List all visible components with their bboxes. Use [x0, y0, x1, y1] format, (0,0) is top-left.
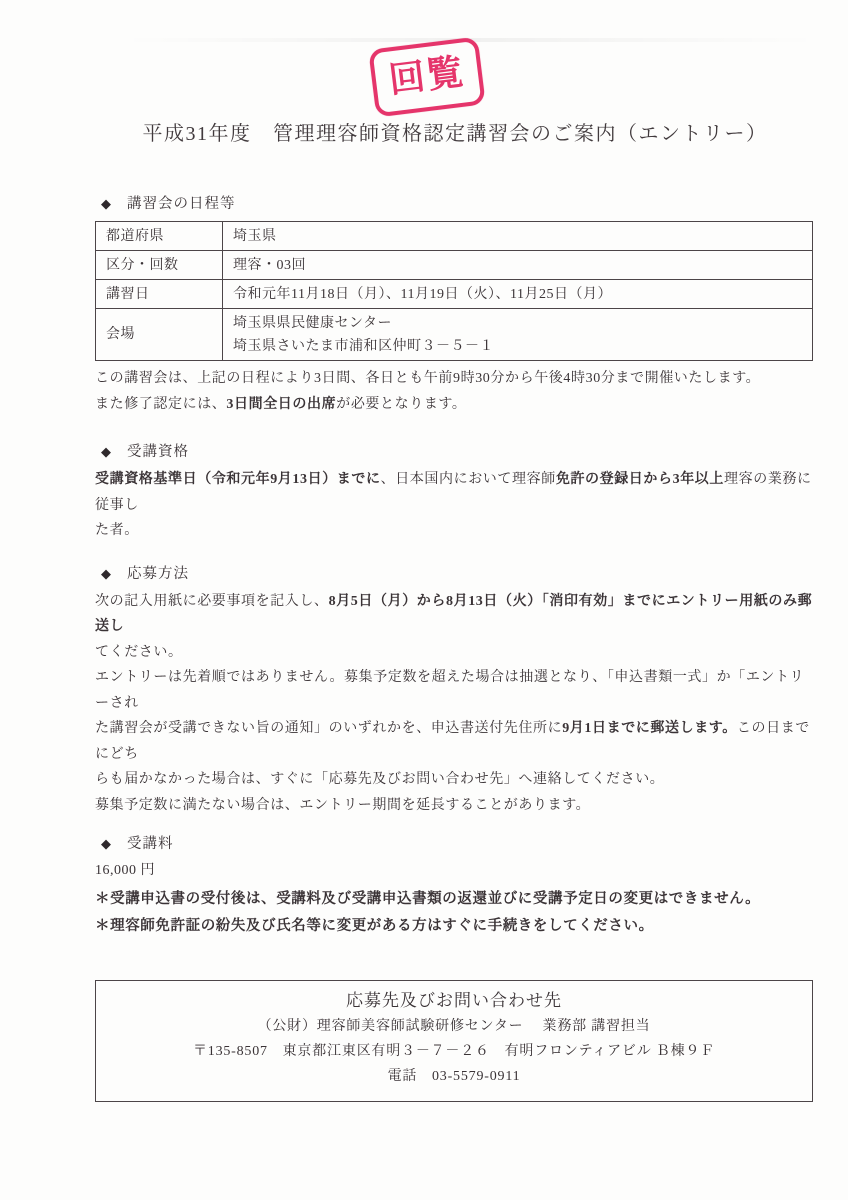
note-line — [95, 886, 815, 913]
body-text: この日までにどち — [95, 721, 810, 762]
emphasized-text: 免許の登録日から3年以上 — [555, 472, 725, 487]
section-heading-application — [95, 564, 815, 584]
emphasized-text: 9月1日までに郵送します。 — [562, 721, 737, 736]
diamond-icon: ◆ — [101, 565, 112, 581]
diamond-icon: ◆ — [101, 444, 112, 459]
emphasized-text: 8月5日（月）から8月13日（火）「消印有効」までにエントリー用紙のみ郵送し — [95, 593, 813, 634]
schedule-table — [95, 221, 813, 361]
body-text: 理容の業務に従事し — [95, 472, 812, 513]
body-text: 募集予定数に満たない場合は、エントリー期間を延長することがあります。 — [95, 797, 591, 813]
application-text — [95, 589, 815, 819]
note-line — [95, 640, 815, 666]
note-line — [95, 518, 815, 544]
section-heading-label: 応募方法 — [127, 565, 189, 582]
row-value-line: 令和元年11月18日（月）、11月19日（火）、11月25日（月） — [233, 287, 612, 302]
table-row — [96, 222, 813, 251]
contact-line: 電話 03-5579-0911 — [387, 1069, 521, 1084]
eligibility-text — [95, 467, 815, 544]
circulation-stamp — [368, 37, 485, 118]
row-value-line: 埼玉県 — [233, 229, 277, 244]
table-row — [96, 251, 813, 280]
note-line — [95, 665, 815, 716]
row-label: 区分・回数 — [96, 251, 223, 280]
row-value — [223, 222, 813, 251]
section-heading-schedule — [95, 194, 815, 214]
page-title: 平成31年度 管理理容師資格認定講習会のご案内（エントリー） — [142, 123, 768, 145]
body-text: らも届かなかった場合は、すぐに「応募先及びお問い合わせ先」へ連絡してください。 — [95, 772, 665, 787]
diamond-icon: ◆ — [101, 836, 112, 851]
contact-title: 応募先及びお問い合わせ先 — [346, 991, 562, 1010]
schedule-notes — [95, 366, 815, 418]
note-line — [95, 366, 815, 392]
section-heading-eligibility — [95, 442, 815, 462]
body-text: 次の記入用紙に必要事項を記入し、 — [95, 593, 329, 609]
note-line — [95, 793, 815, 819]
row-label: 会場 — [96, 309, 223, 361]
row-value-line: 埼玉県県民健康センター — [233, 316, 392, 331]
table-row — [96, 309, 813, 361]
row-value-line: 埼玉県さいたま市浦和区仲町３－５－１ — [233, 339, 494, 354]
section-heading-label: 受講料 — [127, 836, 174, 852]
contact-line: （公財）理容師美容師試験研修センター 業務部 講習担当 — [257, 1019, 651, 1034]
body-text: この講習会は、上記の日程により3日間、各日とも午前9時30分から午後4時30分まで開催いたします。 — [95, 371, 761, 386]
body-text: また修了認定には、 — [95, 397, 227, 412]
diamond-icon: ◆ — [101, 196, 112, 211]
emphasized-text: ＊理容師免許証の紛失及び氏名等に変更がある方はすぐに手続きをしてください。 — [95, 918, 654, 934]
row-label: 都道府県 — [96, 222, 223, 251]
contact-line: 〒135-8507 東京都江東区有明３－７－２６ 有明フロンティアビル Ｂ棟９Ｆ — [192, 1044, 716, 1059]
row-label: 講習日 — [96, 280, 223, 309]
section-fee — [95, 834, 815, 940]
section-application — [95, 564, 815, 819]
body-text: た講習会が受講できない旨の通知」のいずれかを、申込書送付先住所に — [95, 721, 563, 736]
row-value — [223, 280, 813, 309]
table-row — [96, 280, 813, 309]
emphasized-text: 受講資格基準日（令和元年9月13日）までに — [95, 472, 381, 487]
contact-box — [95, 980, 813, 1102]
fee-amount: 16,000 円 — [95, 863, 155, 878]
note-line — [95, 392, 815, 418]
note-line — [95, 767, 815, 793]
row-value — [223, 251, 813, 280]
note-line — [95, 467, 815, 518]
section-heading-label: 受講資格 — [127, 444, 189, 460]
emphasized-text: ＊受講申込書の受付後は、受講料及び受講申込書類の返還並びに受講予定日の変更はできません。 — [95, 891, 761, 907]
body-text: た者。 — [95, 523, 139, 538]
note-line — [95, 913, 815, 940]
body-text: が必要となります。 — [336, 397, 467, 412]
section-schedule — [95, 194, 815, 418]
row-value-line: 理容・03回 — [233, 258, 306, 273]
circulation-stamp-text: 回覧 — [386, 51, 468, 101]
body-text: エントリーは先着順ではありません。募集予定数を超えた場合は抽選となり、「申込書類一式」か「エントリーされ — [95, 670, 805, 711]
emphasized-text: 3日間全日の出席 — [226, 397, 337, 412]
fee-notes — [95, 886, 815, 940]
document-content — [0, 120, 848, 1102]
body-text: 、日本国内において理容師 — [380, 472, 556, 487]
body-text: てください。 — [95, 644, 183, 660]
note-line — [95, 589, 815, 640]
section-heading-fee — [95, 834, 815, 854]
row-value — [223, 309, 813, 361]
note-line — [95, 716, 815, 767]
section-eligibility — [95, 442, 815, 544]
section-heading-label: 講習会の日程等 — [127, 196, 236, 212]
